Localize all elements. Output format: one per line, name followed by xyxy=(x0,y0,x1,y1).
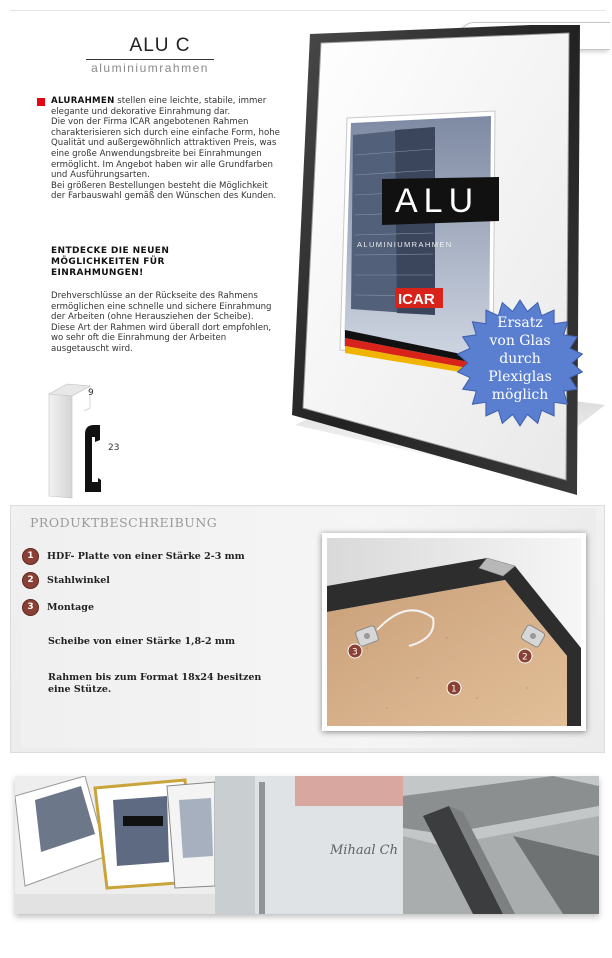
description-block-2 xyxy=(51,291,283,355)
strip-photo-signature xyxy=(215,776,403,914)
stand-note: Rahmen bis zum Format 18x24 besitzen eine Stütze. xyxy=(48,672,262,695)
description-paragraph-2: Bei größeren Bestellungen besteht die Möglichkeit der Farbauswahl gemäß den Wünschen des Kunden. xyxy=(51,180,277,202)
feature-label-2: Stahlwinkel xyxy=(47,575,110,586)
badge-line-2: von Glas xyxy=(489,333,551,349)
feature-label-3: Montage xyxy=(47,602,94,613)
badge-line-1: Ersatz xyxy=(497,315,543,331)
red-bullet-icon xyxy=(37,98,45,106)
feature-number-1: 1 xyxy=(22,548,39,565)
poster-brand-subtext: ALUMINIUMRAHMEN xyxy=(357,240,453,249)
feature-label-1: HDF- Platte von einer Stärke 2-3 mm xyxy=(47,551,245,562)
glass-thickness-note: Scheibe von einer Stärke 1,8-2 mm xyxy=(48,636,236,647)
strip-photo-frames xyxy=(15,776,215,914)
badge-line-5: möglich xyxy=(491,387,549,403)
feature-number-3: 3 xyxy=(22,599,39,616)
description-paragraph-1: Die von der Firma ICAR angebotenen Rahmen charakterisieren sich durch eine einfache Form, hohe Qualität und außergewöhnlich attraktiven Preis, was eine große Anwendungsbreite bei Einrahmungen ermöglicht. Im Angebot haben wir alle Grundfarben und Ausführungsarten. xyxy=(51,117,280,181)
photo-strip xyxy=(15,776,599,914)
frame-back-photo xyxy=(327,538,581,726)
profile-dimension-top: 9 xyxy=(88,388,94,398)
photo-callout-1: 1 xyxy=(451,684,457,695)
description-intro xyxy=(51,96,283,117)
title-divider xyxy=(86,59,214,60)
feature-item-1 xyxy=(22,548,245,565)
description-lead-rest: stellen eine leichte, stabile, immer elegante und dekorative Einrahmung dar. xyxy=(51,96,267,117)
poster-logo-text: ICAR xyxy=(398,291,435,308)
headline: ENTDECKE DIE NEUEN MÖGLICHKEITEN FÜR EINRAHMUNGEN! xyxy=(51,246,170,278)
photo-callout-3: 3 xyxy=(352,647,358,658)
strip-photo-corner xyxy=(403,776,599,914)
page-title: ALU C xyxy=(129,35,191,56)
product-description-title: PRODUKTBESCHREIBUNG xyxy=(30,515,218,530)
poster-brand-text: ALU xyxy=(395,182,480,220)
badge-line-4: Plexiglas xyxy=(488,369,552,385)
description-lead: ALURAHMEN xyxy=(51,96,115,106)
profile-dimension-side: 23 xyxy=(108,443,120,453)
feature-number-2: 2 xyxy=(22,572,39,589)
feature-item-3 xyxy=(22,599,94,616)
description-block xyxy=(51,96,283,202)
photo-callout-2: 2 xyxy=(522,652,528,663)
description-paragraph-4: Diese Art der Rahmen wird überall dort empfohlen, wo sehr oft die Einrahmung der Arbeiten ausgetauscht wird. xyxy=(51,322,272,354)
page-subtitle: aluminiumrahmen xyxy=(91,61,209,75)
description-paragraph-3: Drehverschlüsse an der Rückseite des Rahmens ermöglichen eine schnelle und sichere Einrahmung der Arbeiten (ohne Herausziehen der Scheibe). xyxy=(51,291,272,323)
frame-profile-diagram xyxy=(45,380,130,500)
feature-item-2 xyxy=(22,572,110,589)
badge-line-3: durch xyxy=(499,351,541,367)
plexiglas-badge-text xyxy=(456,314,584,404)
strip-signature-text: Mihaal Ch xyxy=(330,843,398,858)
